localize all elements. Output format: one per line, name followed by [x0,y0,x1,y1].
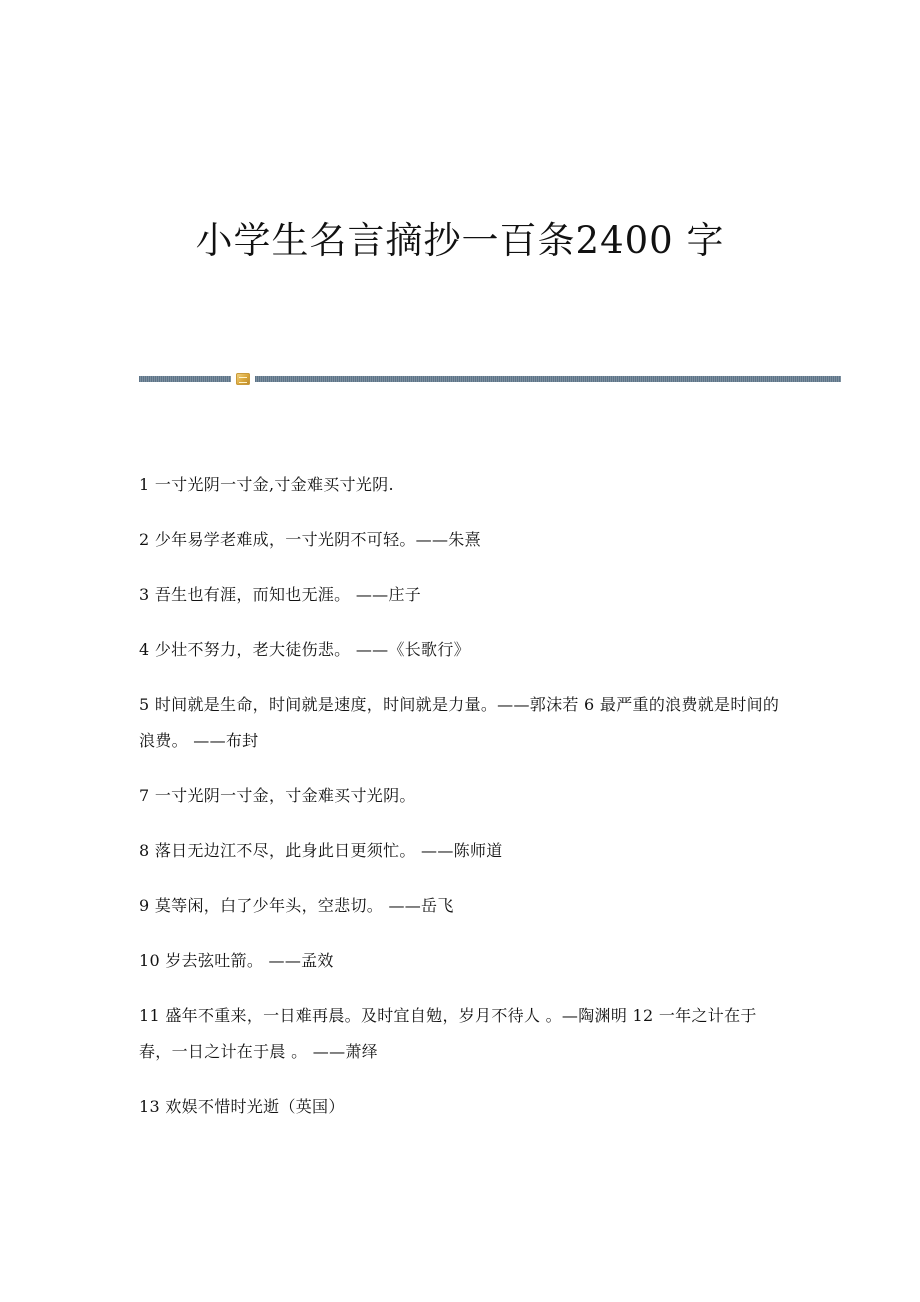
divider-bar-right [255,376,841,382]
quote-list [139,467,789,1144]
quote-line: 11 盛年不重来，一日难再晨。及时宜自勉，岁月不待人 。—陶渊明 12 一年之计在于春，一日之计在于晨 。 ——萧绎 [139,1006,757,1061]
quote-line: 1 一寸光阴一寸金,寸金难买寸光阴. [139,475,394,494]
quote-line: 13 欢娱不惜时光逝（英国） [139,1097,345,1116]
quote-line: 4 少壮不努力，老大徒伤悲。 ——《长歌行》 [139,640,470,659]
quote-line: 10 岁去弦吐箭。 ——孟效 [139,951,334,970]
divider-bar-left [139,376,231,382]
quote-line: 5 时间就是生命，时间就是速度，时间就是力量。——郭沫若 6 最严重的浪费就是时间的浪费。 ——布封 [139,695,780,750]
quote-line: 8 落日无边江不尽，此身此日更须忙。 ——陈师道 [139,841,503,860]
quote-line: 9 莫等闲，白了少年头，空悲切。 ——岳飞 [139,896,454,915]
page-title: 小学生名言摘抄一百条2400 字 [195,219,725,262]
title-divider [139,375,841,383]
ornament-icon [236,373,250,385]
quote-line: 7 一寸光阴一寸金，寸金难买寸光阴。 [139,786,416,805]
quote-line: 2 少年易学老难成，一寸光阴不可轻。——朱熹 [139,530,481,549]
quote-line: 3 吾生也有涯，而知也无涯。 ——庄子 [139,585,422,604]
